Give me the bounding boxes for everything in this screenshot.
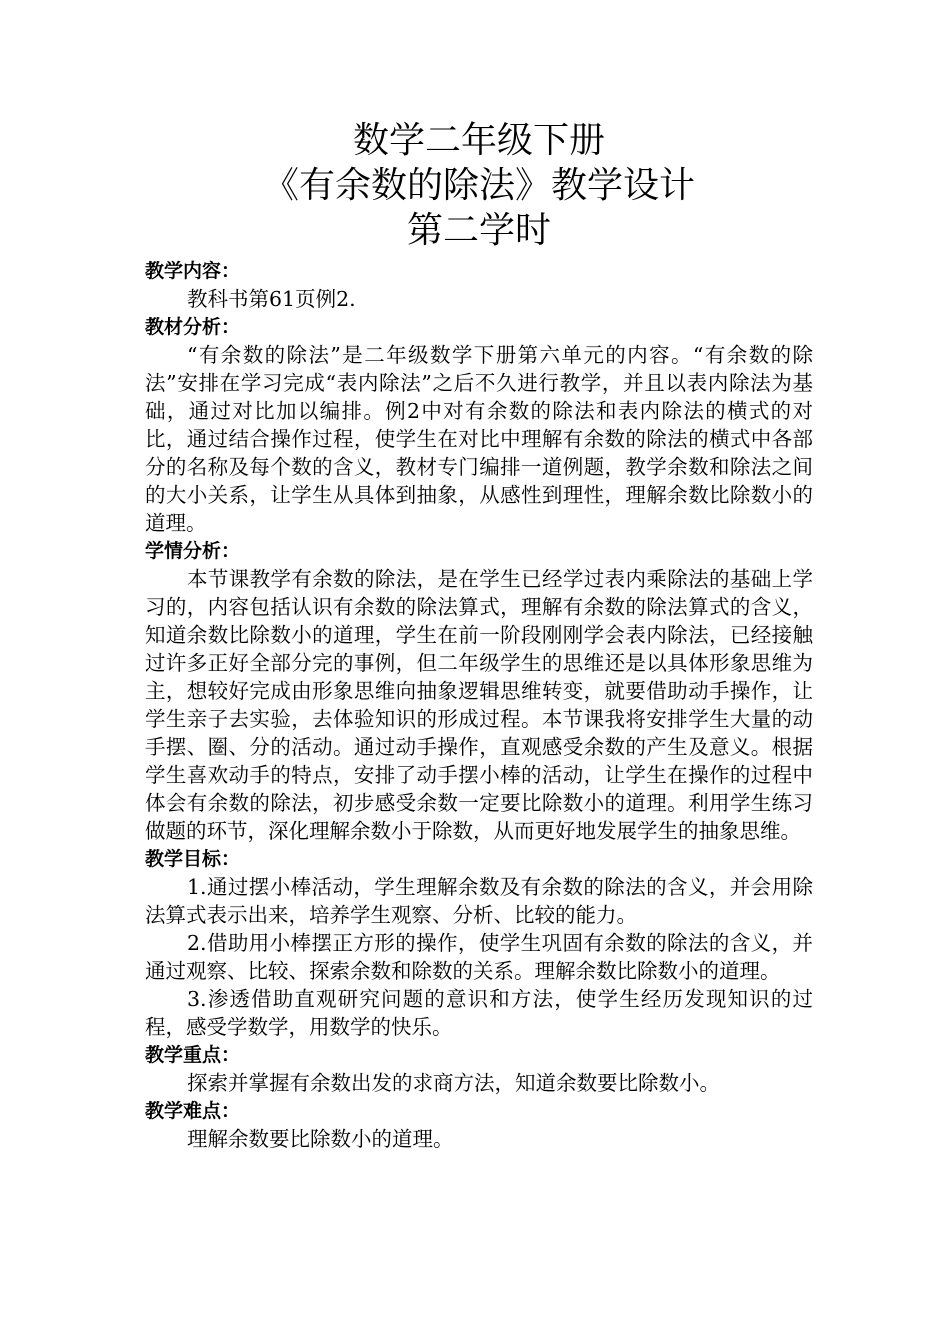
section-goals [145,845,813,1041]
section-paragraph: 理解余数要比除数小的道理。 [187,1127,454,1151]
section-heading: 教学目标： [145,848,241,870]
section-heading: 教学内容： [145,260,241,282]
section-heading: 教学难点： [145,1100,241,1122]
goal-item: 1.通过摆小棒活动，学生理解余数及有余数的除法的含义，并会用除法算式表示出来，培养学生观察、分析、比较的能力。 [145,875,813,927]
goal-item: 2.借助用小棒摆正方形的操作，使学生巩固有余数的除法的含义，并通过观察、比较、探索余数和除数的关系。理解余数比除数小的道理。 [145,931,813,983]
section-paragraph: 教科书第61页例2. [187,287,356,311]
section-students [145,537,813,845]
title-block [145,118,813,253]
section-content [145,257,813,313]
section-paragraph: 本节课教学有余数的除法，是在学生已经学过表内乘除法的基础上学习的，内容包括认识有余数的除法算式，理解有余数的除法算式的含义，知道余数比除数小的道理，学生在前一阶段刚刚学会表内除法，已经接触过许多正好全部分完的事例，但二年级学生的思维还是以具体形象思维为主，想较好完成由形象思维向抽象逻辑思维转变，就要借助动手操作，让学生亲子去实验，去体验知识的形成过程。本节课我将安排学生大量的动手摆、圈、分的活动。通过动手操作，直观感受余数的产生及意义。根据学生喜欢动手的特点，安排了动手摆小棒的活动，让学生在操作的过程中体会有余数的除法，初步感受余数一定要比除数小的道理。利用学生练习做题的环节，深化理解余数小于除数，从而更好地发展学生的抽象思维。 [145,567,813,843]
section-paragraph: 探索并掌握有余数出发的求商方法，知道余数要比除数小。 [187,1071,720,1095]
goal-item: 3.渗透借助直观研究问题的意识和方法，使学生经历发现知识的过程，感受学数学，用数学的快乐。 [145,987,813,1039]
section-difficulty [145,1097,813,1153]
section-heading: 学情分析： [145,540,241,562]
document-page [145,118,813,1153]
section-heading: 教学重点： [145,1044,241,1066]
section-heading: 教材分析： [145,316,241,338]
section-material [145,313,813,537]
title-line-1: 数学二年级下册 [352,120,605,161]
section-key [145,1041,813,1097]
title-line-2: 《有余数的除法》教学设计 [262,165,695,206]
section-paragraph: “有余数的除法”是二年级数学下册第六单元的内容。“有余数的除法”安排在学习完成“表内除法”之后不久进行教学，并且以表内除法为基础，通过对比加以编排。例2中对有余数的除法和表内除法的横式的对比，通过结合操作过程，使学生在对比中理解有余数的除法的横式中各部分的名称及每个数的含义，教材专门编排一道例题，教学余数和除法之间的大小关系，让学生从具体到抽象，从感性到理性，理解余数比除数小的道理。 [145,343,813,535]
title-line-3: 第二学时 [406,210,551,251]
